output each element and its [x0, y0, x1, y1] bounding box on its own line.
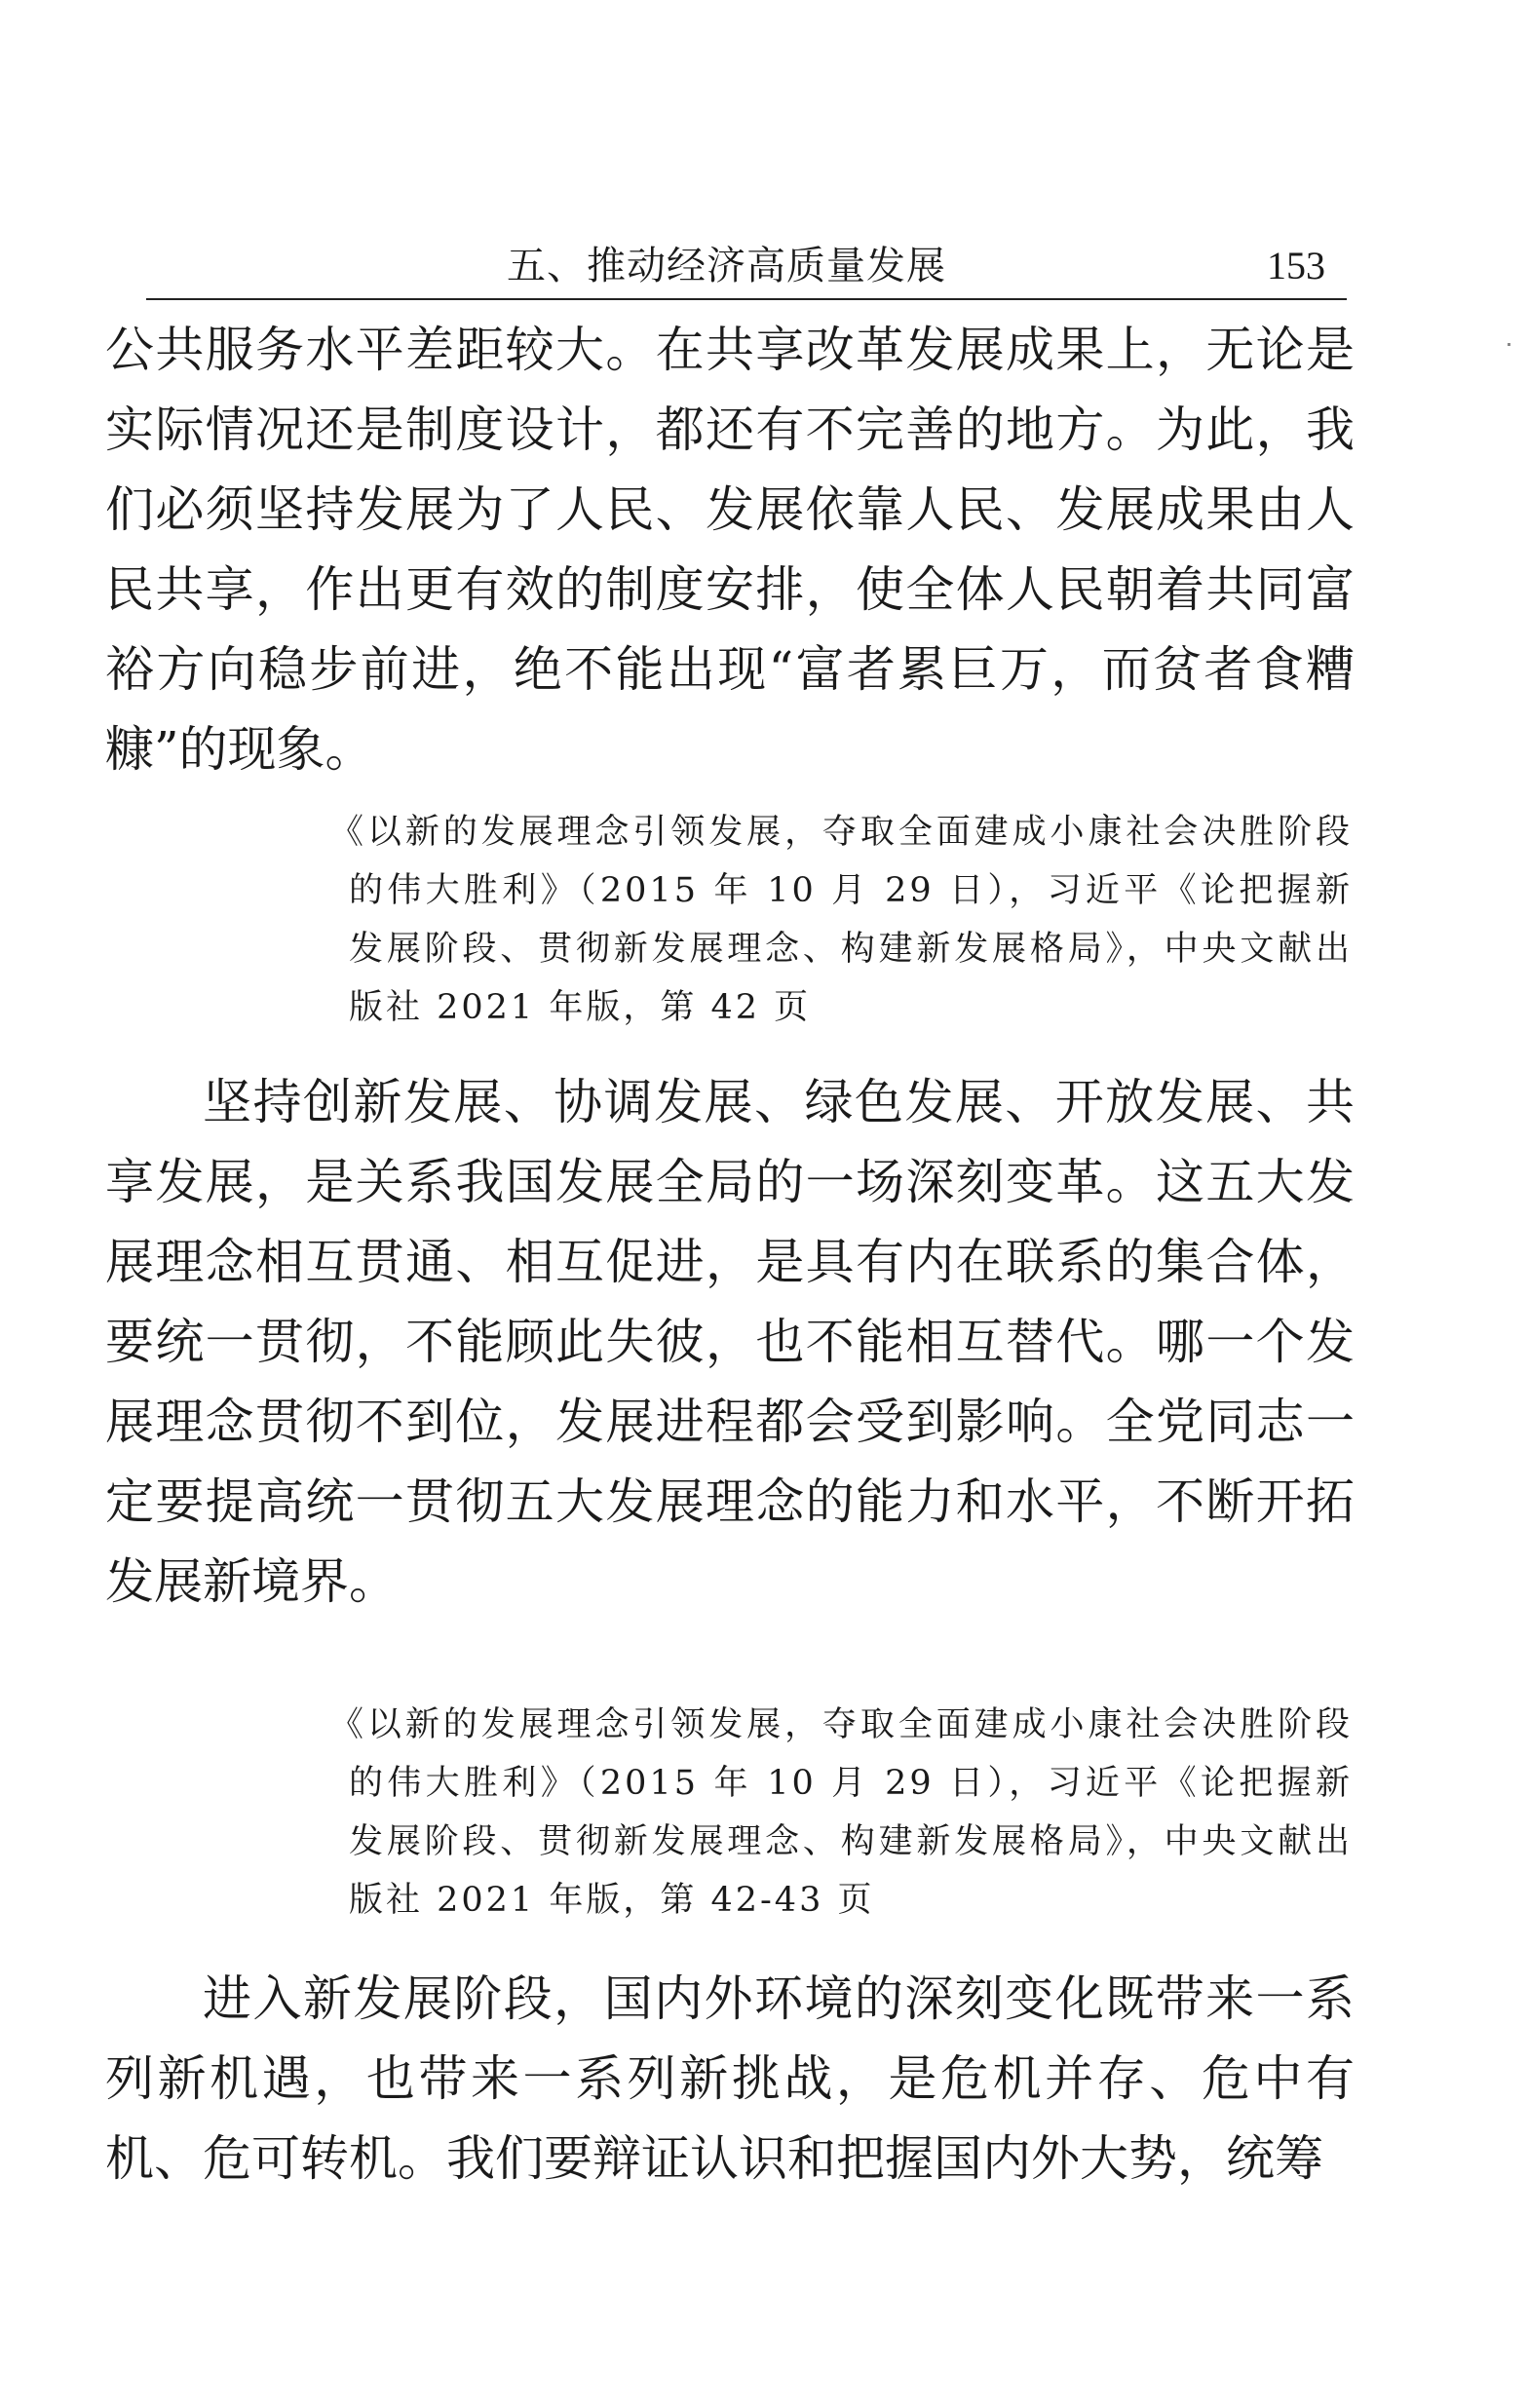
scan-speck [1508, 343, 1510, 346]
page-number: 153 [1267, 244, 1325, 287]
header-rule [146, 298, 1347, 300]
section-title: 五、推动经济高质量发展 [507, 244, 946, 288]
paragraph-continued: 公共服务水平差距较大。在共享改革发展成果上，无论是实际情况还是制度设计，都还有不完善的地方。为此，我们必须坚持发展为了人民、发展依靠人民、发展成果由人民共享，作出更有效的制度安排，使全体人民朝着共同富裕方向稳步前进，绝不能出现“富者累巨万，而贫者食糟糠”的现象。 [105, 322, 1355, 778]
citation-2: 《以新的发展理念引领发展，夺取全面建成小康社会决胜阶段的伟大胜利》（2015 年 10 月 29 日），习近平《论把握新发展阶段、贯彻新发展理念、构建新发展格局》，中央文献出版社 2021 年版，第 42-43 页 [329, 1705, 1353, 1920]
paragraph-five-concepts: 坚持创新发展、协调发展、绿色发展、开放发展、共享发展，是关系我国发展全局的一场深刻变革。这五大发展理念相互贯通、相互促进，是具有内在联系的集合体，要统一贯彻，不能顾此失彼，也不能相互替代。哪一个发展理念贯彻不到位，发展进程都会受到影响。全党同志一定要提高统一贯彻五大发展理念的能力和水平，不断开拓发展新境界。 [105, 1074, 1355, 1610]
citation-1: 《以新的发展理念引领发展，夺取全面建成小康社会决胜阶段的伟大胜利》（2015 年 10 月 29 日），习近平《论把握新发展阶段、贯彻新发展理念、构建新发展格局》，中央文献出版社 2021 年版，第 42 页 [329, 813, 1353, 1027]
running-head [146, 242, 1345, 290]
paragraph-new-stage: 进入新发展阶段，国内外环境的深刻变化既带来一系列新机遇，也带来一系列新挑战，是危机并存、危中有机、危可转机。我们要辩证认识和把握国内外大势，统筹 [105, 1970, 1355, 2187]
